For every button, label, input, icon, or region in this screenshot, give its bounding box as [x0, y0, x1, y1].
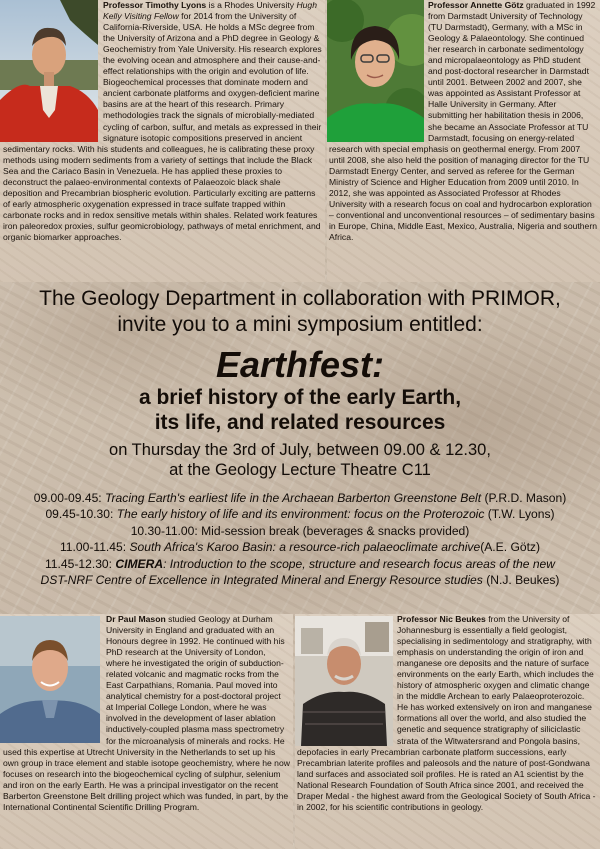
symposium-announcement — [0, 286, 600, 610]
program-time: 09.45-10.30: — [45, 507, 117, 522]
speaker-name-mason: Dr Paul Mason — [106, 614, 166, 624]
program-item — [0, 539, 600, 555]
bio-panel-lyons — [0, 0, 325, 282]
speaker-name-lyons: Professor Timothy Lyons — [103, 0, 207, 10]
program-speaker: (P.R.D. Mason) — [481, 491, 567, 505]
program-item — [0, 490, 600, 506]
speaker-name-beukes: Professor Nic Beukes — [397, 614, 486, 624]
program-time: 09.00-09.45: — [33, 491, 106, 505]
program-talk-title: South Africa's Karoo Basin: a resource-rich palaeoclimate archive — [129, 540, 481, 555]
program-break: Mid-session break (beverages & snacks provided) — [201, 523, 470, 538]
bio-text-lyons-part2: for 2014 from the University of California-Riverside, USA. He holds a MSc degree from the University of Arizona and a PhD degree in Geology & Geochemistry from Yale University. His research explores the evolving ocean and atmosphere and their cause-and-effect relationships with the origin and evolution of life. Biogeochemical processes that dominate modern and ancient carbonate platforms and oxygen-deficient marine basins are at the heart of this research. Primary methodologies track the signals of microbially-mediated cycling of carbon, sulfur, and metals as expressed in their signature isotopic compositions preserved in ancient sedimentary rocks. With his students and colleagues, he is calibrating these proxy methods using modern sediments from a variety of settings that include the Black Sea and the Cariaco Basin in Venezuela. He has applied these proxies to deconstruct the palaeo-environmental contexts of Palaeozoic black shale deposition and Precambrian biospheric evolution. Particularly exciting are patterns of early atmospheric oxygenation expressed in trace sulfate trapped within carbonate rocks and in redox sensitive metals within shales. Related work features iron paleoredox proxies, sulfur geomicrobiology, pathways of metal enrichment, and organic biomarker approaches. — [3, 11, 322, 242]
fellowship-title: Hugh Kelly Visiting Fellow — [103, 0, 317, 22]
event-date-time: on Thursday the 3rd of July, between 09.00 & 12.30, — [109, 441, 491, 459]
bio-panel-mason — [0, 614, 293, 849]
photo-gotz — [327, 0, 424, 142]
bio-panel-gotz — [327, 0, 600, 282]
program-time: 10.30-11.00: — [130, 523, 202, 538]
program-item — [0, 523, 600, 539]
program-talk-title: Tracing Earth's earliest life in the Archaean Barberton Greenstone Belt — [105, 491, 482, 505]
speaker-name-gotz: Professor Annette Götz — [428, 0, 524, 10]
program-talk-title: The early history of life and its environment: focus on the Proterozoic — [116, 507, 485, 522]
program-time: 11.00-11.45: — [59, 540, 130, 555]
bio-panel-beukes — [295, 614, 600, 849]
program-item — [0, 506, 600, 522]
program-item — [0, 556, 600, 572]
program-schedule — [0, 490, 600, 588]
photo-mason — [0, 616, 100, 743]
invite-line-2: invite you to a mini symposium entitled: — [117, 313, 483, 336]
program-time: 11.45-12.30: — [44, 556, 116, 571]
invite-line-1: The Geology Department in collaboration with PRIMOR, — [39, 287, 561, 310]
program-talk-title-continued: DST-NRF Centre of Excellence in Integrated Mineral and Energy Resource studies — [40, 573, 483, 588]
photo-beukes — [295, 616, 393, 746]
program-speaker: (A.E. Götz) — [480, 540, 541, 555]
program-speaker: (N.J. Beukes) — [482, 573, 560, 588]
bio-text-mason: studied Geology at Durham University in England and graduated with an Honours degree in 1992. He continued with his PhD research at the University of London, where he investigated the origin of subduction-related volcanic and magmatic rocks from the East Carpathians, Romania. Paul moved into analytical chemistry for a post-doctoral project at Imperial College London, where he was involved in the development of laser ablation inductively-coupled plasma mass spectrometry for the microanalysis of minerals and rocks. He used this expertise at Utrecht University in the Netherlands to set up his own group in trace element and stable isotope geochemistry, where he now focuses on research into the biogeochemical cycling of sulphur, selenium and iron on the early Earth. He was a principal investigator on the recent Barberton Greenstone Belt drilling project which was funded, in part, by the International Continental Scientific Drilling Program. — [3, 614, 290, 812]
bio-text-lyons-part1: is a Rhodes University — [206, 0, 297, 10]
program-acronym: CIMERA — [115, 556, 164, 571]
photo-lyons — [0, 0, 98, 142]
program-speaker: (T.W. Lyons) — [484, 507, 555, 522]
event-venue: at the Geology Lecture Theatre C11 — [169, 461, 431, 479]
bio-text-gotz: graduated in 1992 from Darmstadt University of Technology (TU Darmstadt), Germany, with a MSc in Geology & Palaeontology. She continued her research in carbonate sedimentology and micropalaeontology as PhD student and post-doctoral researcher in Darmstadt until 2001. Between 2002 and 2007, she was appointed as Assistant Professor at Halle University in Germany. After submitting her habilitation thesis in 2006, she became an Associate Professor at TU Darmstadt, focusing on energy-related research with special emphasis on geothermal energy. From 2007 until 2008, she also held the position of managing director for the TU Darmstadt Energy Center, and served as referee for the German Ministry of Science and Higher Education from 2009 until 2010. In 2012, she was appointed as Associated Professor at Rhodes University with a research focus on coal and hydrocarbon exploration – conventional and unconventional resources – of sedimentary basins in Europe, China, Middle East, Mexico, Australia, Nigeria and southern Africa. — [329, 0, 597, 242]
bio-text-beukes: from the University of Johannesburg is essentially a field geologist, specialising in sedimentology and stratigraphy, with emphasis on understanding the origin of iron and manganese ore deposits and the nature of surface environments on the early Earth, which includes the history of atmospheric oxygen and climatic change in the middle Archean to early Palaeoproterozoic. He has worked extensively on iron and manganese formations all over the world, and also studied the genetic and sequence stratigraphy of siliciclastic strata of the Witwatersrand and Pongola basins, depofacies in early Precambrian carbonate platform successions, early Precambrian laterite profiles and paleosols and the nature of post-Gondwana land surfaces and associated soil profiles. He is rated an A1 scientist by the National Research Foundation of South Africa since 2001, and received the Draper Medal - the highest award from the Geological Society of South Africa - in 2002, for his scientific contributions in geology. — [297, 614, 596, 812]
program-item-continued — [0, 572, 600, 588]
program-talk-title: : Introduction to the scope, structure and research focus areas of the new — [163, 556, 556, 571]
event-subtitle-line-1: a brief history of the early Earth, — [138, 386, 462, 409]
event-subtitle-line-2: its life, and related resources — [154, 411, 446, 434]
event-title: Earthfest: — [215, 344, 385, 385]
